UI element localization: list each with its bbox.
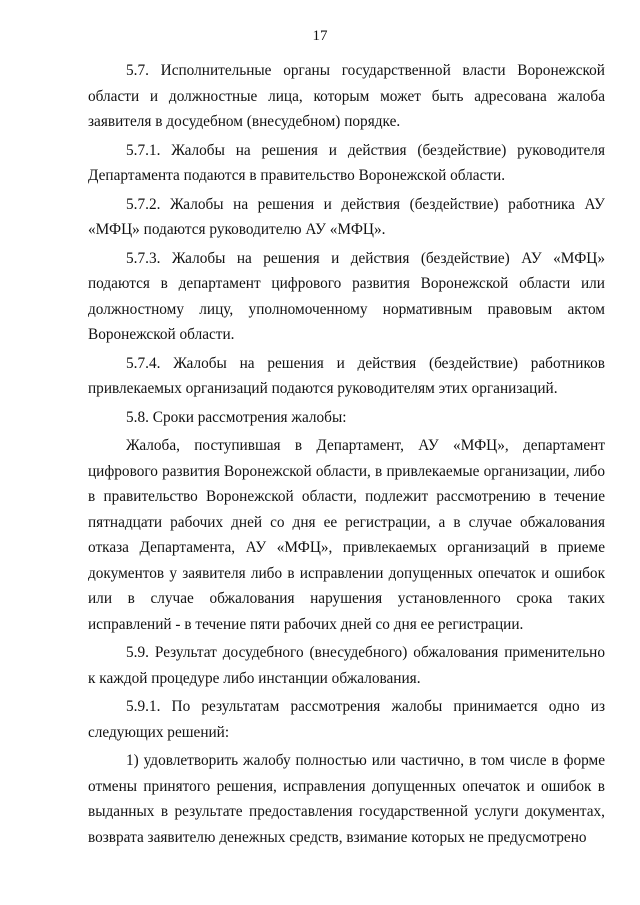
document-body [88,58,605,853]
paragraph-5-7: 5.7. Исполнительные органы государственной власти Воронежской области и должностные лица, которым может быть адресована жалоба заявителя в досудебном (внесудебном) порядке. [88,62,605,130]
paragraph-decision-1: 1) удовлетворить жалобу полностью или частично, в том числе в форме отмены принятого решения, исправления допущенных опечаток и ошибок в выданных в результате предоставления государственной услуги документах, возврата заявителю денежных средств, взимание которых не предусмотрено [88,752,605,846]
paragraph-5-7-3: 5.7.3. Жалобы на решения и действия (бездействие) АУ «МФЦ» подаются в департамент цифрового развития Воронежской области или должностному лицу, уполномоченному нормативным правовым актом Воронежской области. [88,249,605,343]
paragraph-5-9: 5.9. Результат досудебного (внесудебного) обжалования применительно к каждой процедуре либо инстанции обжалования. [88,644,605,687]
paragraph-complaint-terms: Жалоба, поступившая в Департамент, АУ «МФЦ», департамент цифрового развития Воронежской области, в привлекаемые организации, либо в правительство Воронежской области, подлежит рассмотрению в течение пятнадцати рабочих дней со дня ее регистрации, а в случае обжалования отказа Департамента, АУ «МФЦ», привлекаемых организаций в приеме документов у заявителя либо в исправлении допущенных опечаток и ошибок или в случае обжалования нарушения установленного срока таких исправлений - в течение пяти рабочих дней со дня ее регистрации. [88,437,605,633]
paragraph-5-9-1: 5.9.1. По результатам рассмотрения жалобы принимается одно из следующих решений: [88,698,605,741]
paragraph-5-8: 5.8. Сроки рассмотрения жалобы: [126,408,347,426]
paragraph-5-7-2: 5.7.2. Жалобы на решения и действия (бездействие) работника АУ «МФЦ» подаются руководителю АУ «МФЦ». [88,195,605,238]
paragraph-5-7-1: 5.7.1. Жалобы на решения и действия (бездействие) руководителя Департамента подаются в правительство Воронежской области. [88,141,605,184]
paragraph-5-7-4: 5.7.4. Жалобы на решения и действия (бездействие) работников привлекаемых организаций подаются руководителям этих организаций. [88,354,605,397]
page-number: 17 [312,28,328,44]
